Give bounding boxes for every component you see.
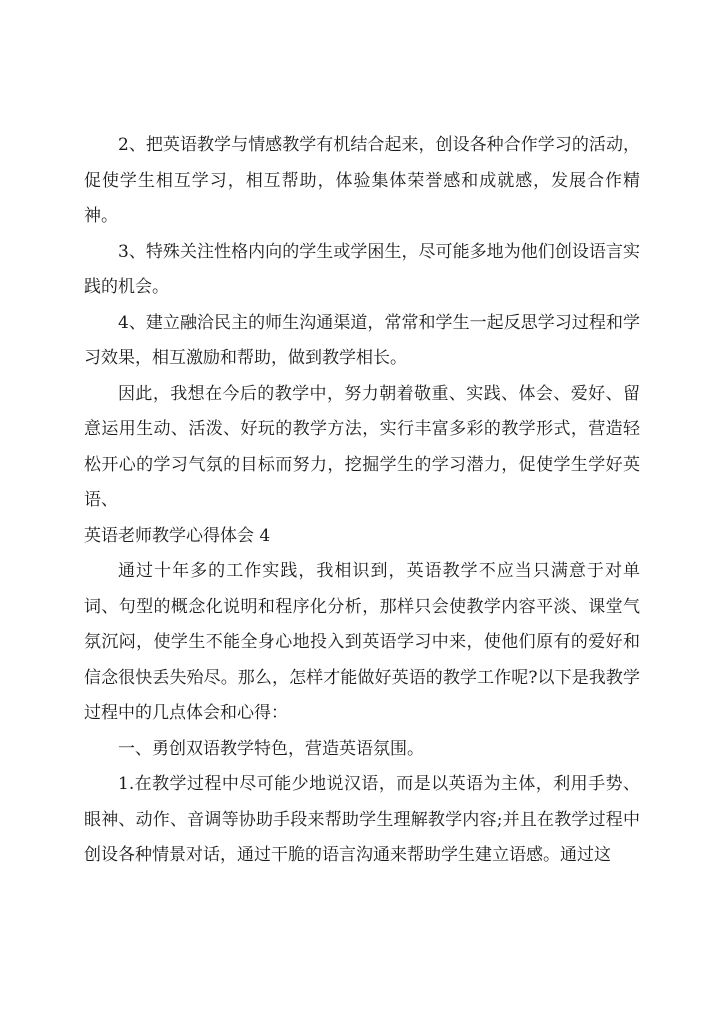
subheading-one: 一、勇创双语教学特色，营造英语氛围。 bbox=[118, 738, 424, 759]
paragraph-conclusion: 因此，我想在今后的教学中，努力朝着敬重、实践、体会、爱好、留意运用生动、活泼、好玩的教学方法，实行丰富多彩的教学形式，营造轻松开心的学习气氛的目标而努力，挖掘学生的学习潜力，促使学生学好英语、 bbox=[84, 383, 640, 510]
paragraph-item-3: 3、特殊关注性格内向的学生或学困生，尽可能多地为他们创设语言实践的机会。 bbox=[84, 241, 640, 297]
paragraph-intro: 通过十年多的工作实践，我相识到，英语教学不应当只满意于对单词、句型的概念化说明和程序化分析，那样只会使教学内容平淡、课堂气氛沉闷，使学生不能全身心地投入到英语学习中来，使他们原有的爱好和信念很快丢失殆尽。那么，怎样才能做好英语的教学工作呢?以下是我教学过程中的几点体会和心得： bbox=[84, 561, 640, 723]
paragraph-item-2: 2、把英语教学与情感教学有机结合起来，创设各种合作学习的活动，促使学生相互学习，相互帮助，体验集体荣誉感和成就感，发展合作精神。 bbox=[84, 135, 640, 226]
section-heading: 英语老师教学心得体会 4 bbox=[84, 525, 271, 546]
paragraph-item-4: 4、建立融洽民主的师生沟通渠道，常常和学生一起反思学习过程和学习效果，相互激励和帮助，做到教学相长。 bbox=[84, 312, 640, 368]
paragraph-point-1: 1.在教学过程中尽可能少地说汉语，而是以英语为主体，利用手势、眼神、动作、音调等协助手段来帮助学生理解教学内容;并且在教学过程中创设各种情景对话，通过干脆的语言沟通来帮助学生建立语感。通过这 bbox=[84, 774, 640, 865]
document-body bbox=[84, 128, 640, 874]
